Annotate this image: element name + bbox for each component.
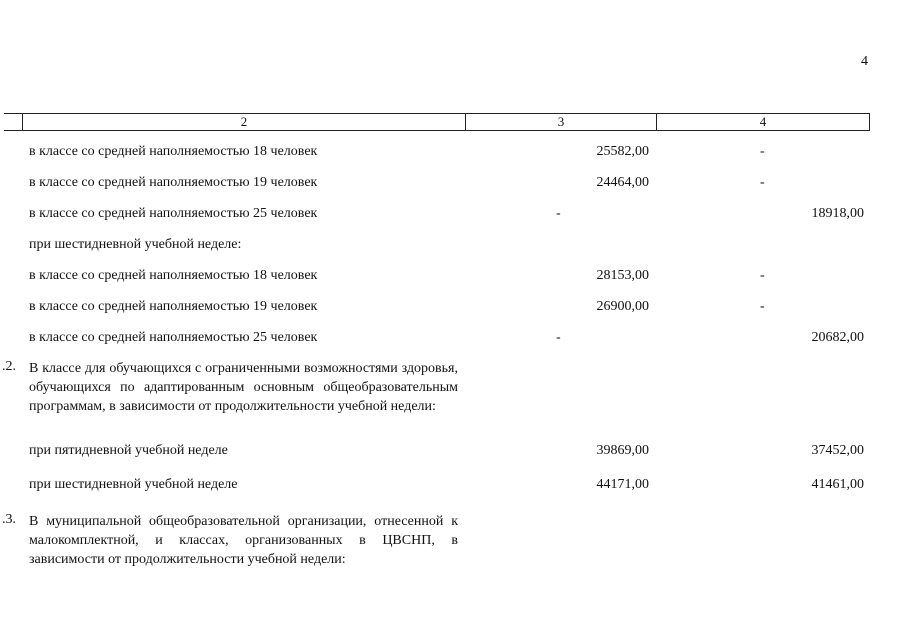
row-col3-value: 25582,00	[596, 144, 649, 159]
header-cell-col2: 2	[240, 114, 248, 129]
row-col4-value: 41461,00	[811, 477, 864, 492]
row-col4-dash: -	[760, 299, 765, 314]
section-paragraph: В муниципальной общеобразовательной организации, отнесенной к малокомплектной, и классах, организованных в ЦВСНП, в зависимости от продолжительности учебной недели:	[29, 514, 458, 567]
row-subheading: при шестидневной учебной неделе:	[29, 237, 242, 252]
row-label: в классе со средней наполняемостью 19 человек	[29, 175, 318, 190]
header-separator	[869, 114, 870, 130]
row-label: в классе со средней наполняемостью 25 человек	[29, 206, 318, 221]
row-col4-value: 18918,00	[811, 206, 864, 221]
section-number: .2.	[2, 359, 16, 374]
header-cell-col3: 3	[557, 114, 565, 129]
page-number: 4	[861, 54, 868, 69]
row-col3-value: 26900,00	[596, 299, 649, 314]
row-col4-value: 20682,00	[811, 330, 864, 345]
table-header-row	[4, 114, 870, 131]
section-number: .3.	[2, 512, 16, 527]
row-col3-value: 44171,00	[596, 477, 649, 492]
section-paragraph: В классе для обучающихся с ограниченными возможностями здоровья, обучающихся по адаптированным основным общеобразовательным программам, в зависимости от продолжительности учебной недели:	[29, 361, 458, 414]
row-col4-dash: -	[760, 268, 765, 283]
header-cell-col4: 4	[759, 114, 767, 129]
row-col4-dash: -	[760, 144, 765, 159]
row-label: в классе со средней наполняемостью 18 человек	[29, 144, 318, 159]
row-col3-value: 24464,00	[596, 175, 649, 190]
row-label: при шестидневной учебной неделе	[29, 477, 238, 492]
row-label: в классе со средней наполняемостью 18 человек	[29, 268, 318, 283]
row-col3-value: 28153,00	[596, 268, 649, 283]
row-col3-dash: -	[556, 206, 561, 221]
row-col4-value: 37452,00	[811, 443, 864, 458]
row-col3-dash: -	[556, 330, 561, 345]
row-col4-dash: -	[760, 175, 765, 190]
row-label: при пятидневной учебной неделе	[29, 443, 228, 458]
row-label: в классе со средней наполняемостью 19 человек	[29, 299, 318, 314]
row-label: в классе со средней наполняемостью 25 человек	[29, 330, 318, 345]
row-col3-value: 39869,00	[596, 443, 649, 458]
